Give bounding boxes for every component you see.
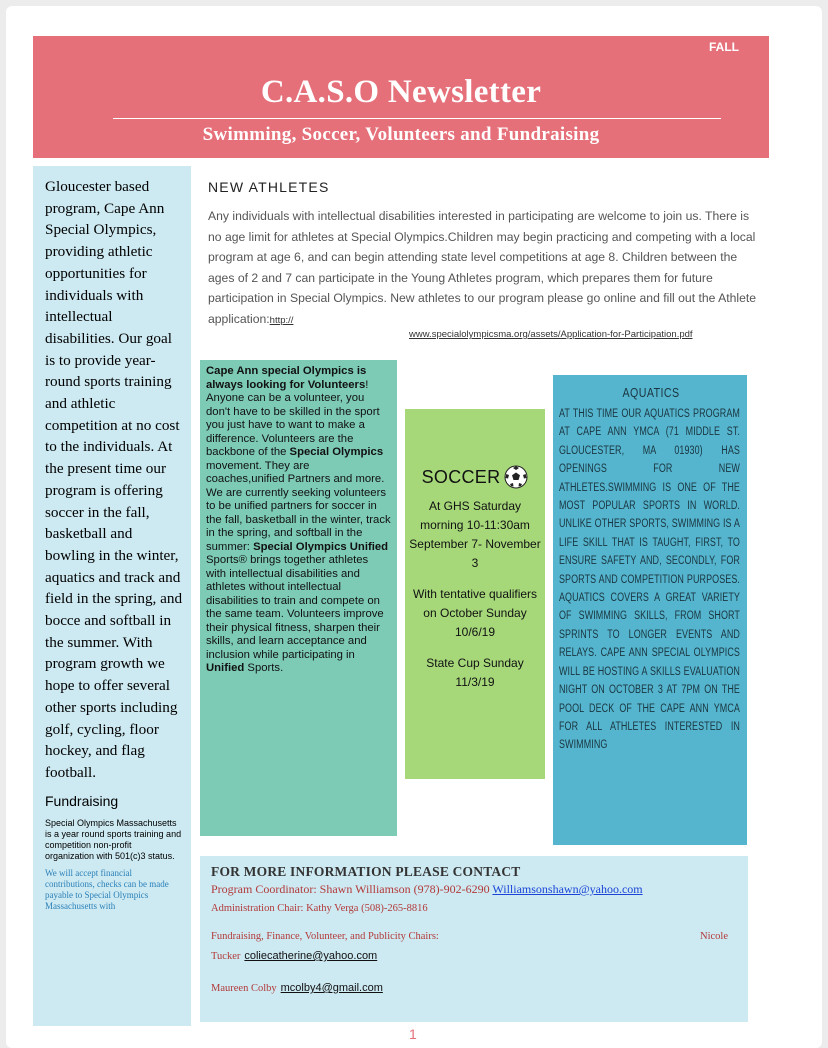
volunteers-bold-4: Unified bbox=[206, 662, 245, 674]
volunteers-box bbox=[200, 360, 397, 836]
application-link-start[interactable]: http:// bbox=[269, 314, 294, 326]
contact-heading: FOR MORE INFORMATION PLEASE CONTACT bbox=[211, 864, 521, 879]
soccer-title-row bbox=[405, 465, 545, 489]
tucker-email-link[interactable]: coliecatherine@yahoo.com bbox=[244, 950, 378, 962]
newsletter-title: C.A.S.O Newsletter bbox=[260, 74, 542, 110]
fundraising-heading: Fundraising bbox=[45, 792, 119, 809]
volunteers-text-3: Sports® brings together athletes with intellectual disabilities and athletes without intellectual disabilities to train and compete on the same team. Volunteers improve their physical fitness, sharpen their skills, and learn acceptance and inclusion while participating in bbox=[206, 554, 384, 661]
contact-box bbox=[200, 856, 748, 1022]
application-link[interactable]: www.specialolympicsma.org/assets/Application-for-Participation.pdf bbox=[409, 329, 693, 340]
new-athletes-text: Any individuals with intellectual disabilities interested in participating are welcome to join us. There is no age limit for athletes at Special Olympics.Children may begin practicing and competing with a local program at age 6, and can begin attending state level competitions at age 8. Children between the ages of 2 and 7 can participate in the Young Athletes program, which prepares them for future participation in Special Olympics. New athletes to our program please go online and fill out the Athlete application: bbox=[208, 209, 757, 326]
fundraising-text: Special Olympics Massachusetts is a year round sports training and competition non-profit organization with 501(c)3 status. bbox=[45, 817, 182, 861]
coordinator-info: Program Coordinator: Shawn Williamson (978)-902-6290 bbox=[211, 882, 490, 896]
coordinator-line bbox=[211, 882, 748, 897]
new-athletes-heading: NEW ATHLETES bbox=[208, 179, 330, 195]
chair-last-name: Tucker bbox=[211, 951, 241, 962]
soccer-qualifiers: With tentative qualifiers on October Sunday 10/6/19 bbox=[412, 587, 538, 639]
newsletter-subtitle: Swimming, Soccer, Volunteers and Fundraising bbox=[202, 124, 600, 145]
soccer-state-cup: State Cup Sunday 11/3/19 bbox=[426, 656, 524, 689]
aquatics-title: AQUATICS bbox=[622, 385, 680, 400]
admin-chair: Administration Chair: Kathy Verga (508)-265-8816 bbox=[211, 903, 428, 914]
tucker-line bbox=[211, 950, 748, 962]
soccer-schedule: At GHS Saturday morning 10-11:30am September 7- November 3 bbox=[409, 499, 541, 570]
volunteers-bold-2: Special Olympics bbox=[289, 446, 384, 458]
chairs-label: Fundraising, Finance, Volunteer, and Publicity Chairs: bbox=[211, 931, 439, 942]
sidebar bbox=[33, 166, 191, 1026]
new-athletes-body bbox=[208, 206, 764, 331]
maureen-email-link[interactable]: mcolby4@gmail.com bbox=[280, 982, 383, 994]
volunteers-text-2: movement. They are coaches,unified Partners and more. We are currently seeking volunteers to be unified partners for soccer in the fall, basketball in the winter, track in the spring, and softball in the summer: bbox=[206, 459, 391, 553]
contributions-text: We will accept financial contributions, checks can be made payable to Special Olympics Massachusetts with bbox=[45, 867, 169, 911]
maureen-name: Maureen Colby bbox=[211, 983, 277, 994]
chairs-line bbox=[211, 931, 748, 942]
soccer-box bbox=[405, 409, 545, 779]
newsletter-header bbox=[33, 36, 769, 158]
aquatics-body: AT THIS TIME OUR AQUATICS PROGRAM AT CAPE ANN YMCA (71 MIDDLE ST. GLOUCESTER, MA 01930) HAS OPENINGS FOR NEW ATHLETES.SWIMMING IS ONE OF THE MOST POPULAR SPORTS IN WORLD. UNLIKE OTHER SPORTS, SWIMMING IS A LIFE SKILL THAT IS TAUGHT, FIRST, TO ENSURE SAFETY AND, SECONDLY, FOR SPORTS AND COMPETITION PURPOSES. AQUATICS COVERS A GREAT VARIETY OF SWIMMING SKILLS, FROM SHORT SPRINTS TO LONGER EVENTS AND RELAYS. CAPE ANN SPECIAL OLYMPICS WILL BE HOSTING A SKILLS EVALUATION NIGHT ON OCTOBER 3 AT 7PM ON THE POOL DECK OF THE CAPE ANN YMCA FOR ALL ATHLETES INTERESTED IN SWIMMING bbox=[559, 408, 740, 752]
soccer-ball-icon bbox=[504, 465, 528, 489]
soccer-title: SOCCER bbox=[421, 466, 501, 487]
header-divider bbox=[113, 118, 721, 119]
maureen-line bbox=[211, 982, 748, 994]
volunteers-bold-3: Special Olympics Unified bbox=[253, 540, 389, 553]
aquatics-box bbox=[553, 375, 747, 845]
volunteers-text-4: Sports. bbox=[244, 662, 284, 674]
coordinator-email-link[interactable]: Williamsonshawn@yahoo.com bbox=[492, 882, 643, 896]
page-number: 1 bbox=[409, 1026, 417, 1042]
volunteers-text-1: ! Anyone can be a volunteer, you don't have to be skilled in the sport you just have to want to make a difference. Volunteers are the backbone of the bbox=[206, 378, 380, 458]
program-description: Gloucester based program, Cape Ann Special Olympics, providing athletic opportunities for individuals with intellectual disabilities. Our goal is to provide year-round sports training and athletic competition at no cost to the individuals. At the present time our program is offering soccer in the fall, basketball and bowling in the winter, aquatics and track and field in the spring, and bocce and softball in the summer. With program growth we hope to offer several other sports including golf, cycling, floor hockey, and flag football. bbox=[45, 178, 183, 781]
volunteers-intro: Cape Ann special Olympics is always looking for Volunteers bbox=[206, 365, 367, 391]
chair-first-name: Nicole bbox=[700, 931, 728, 942]
season-label: FALL bbox=[709, 40, 739, 54]
